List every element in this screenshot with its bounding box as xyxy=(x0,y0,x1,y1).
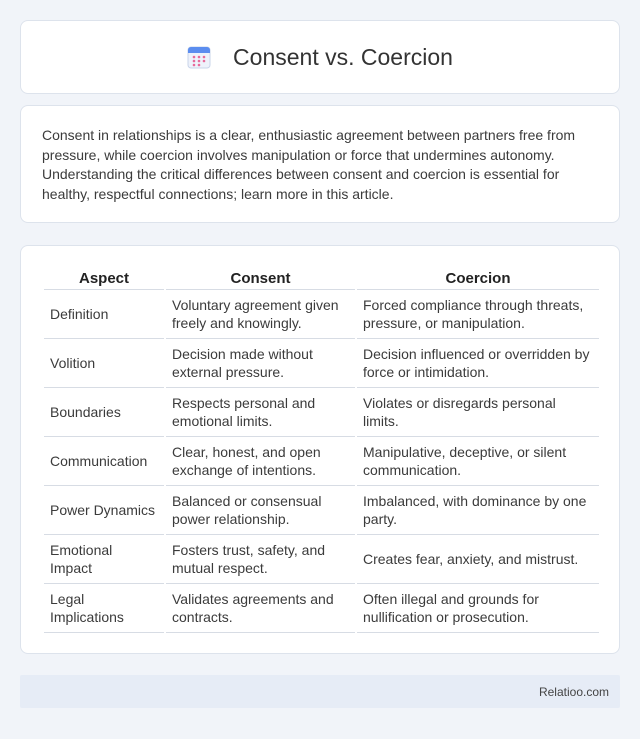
consent-cell: Clear, honest, and open exchange of intentions. xyxy=(166,437,355,486)
table-row xyxy=(44,486,599,535)
table-row xyxy=(44,584,599,633)
consent-cell: Decision made without external pressure. xyxy=(166,339,355,388)
footer-brand: Relatioo.com xyxy=(538,684,609,699)
comparison-table xyxy=(42,266,601,633)
table-row xyxy=(44,437,599,486)
table-row xyxy=(44,339,599,388)
coercion-cell: Often illegal and grounds for nullification or prosecution. xyxy=(357,584,599,633)
coercion-cell: Forced compliance through threats, pressure, or manipulation. xyxy=(357,290,599,339)
aspect-cell: Emotional Impact xyxy=(44,535,164,584)
intro-card xyxy=(20,105,620,223)
aspect-cell: Boundaries xyxy=(44,388,164,437)
aspect-cell: Power Dynamics xyxy=(44,486,164,535)
table-row xyxy=(44,388,599,437)
coercion-cell: Imbalanced, with dominance by one party. xyxy=(357,486,599,535)
coercion-cell: Violates or disregards personal limits. xyxy=(357,388,599,437)
title-card xyxy=(20,20,620,94)
coercion-cell: Manipulative, deceptive, or silent communication. xyxy=(357,437,599,486)
consent-cell: Respects personal and emotional limits. xyxy=(166,388,355,437)
aspect-cell: Definition xyxy=(44,290,164,339)
aspect-cell: Volition xyxy=(44,339,164,388)
header-consent: Consent xyxy=(166,266,355,290)
aspect-cell: Legal Implications xyxy=(44,584,164,633)
coercion-cell: Decision influenced or overridden by force or intimidation. xyxy=(357,339,599,388)
header-aspect: Aspect xyxy=(44,266,164,290)
table-row xyxy=(44,290,599,339)
comparison-table-card xyxy=(20,245,620,654)
consent-cell: Fosters trust, safety, and mutual respect. xyxy=(166,535,355,584)
intro-text: Consent in relationships is a clear, enthusiastic agreement between partners free from pressure, while coercion involves manipulation or force that undermines autonomy. Understanding the critical differences between consent and coercion is essential for healthy, respectful connections; learn more in this article. xyxy=(42,127,576,202)
coercion-cell: Creates fear, anxiety, and mistrust. xyxy=(357,535,599,584)
calendar-icon xyxy=(187,45,211,69)
footer xyxy=(20,675,620,708)
page-title: Consent vs. Coercion xyxy=(233,43,453,70)
aspect-cell: Communication xyxy=(44,437,164,486)
table-row xyxy=(44,535,599,584)
consent-cell: Validates agreements and contracts. xyxy=(166,584,355,633)
header-coercion: Coercion xyxy=(357,266,599,290)
consent-cell: Balanced or consensual power relationship. xyxy=(166,486,355,535)
table-header-row xyxy=(44,266,599,290)
consent-cell: Voluntary agreement given freely and knowingly. xyxy=(166,290,355,339)
